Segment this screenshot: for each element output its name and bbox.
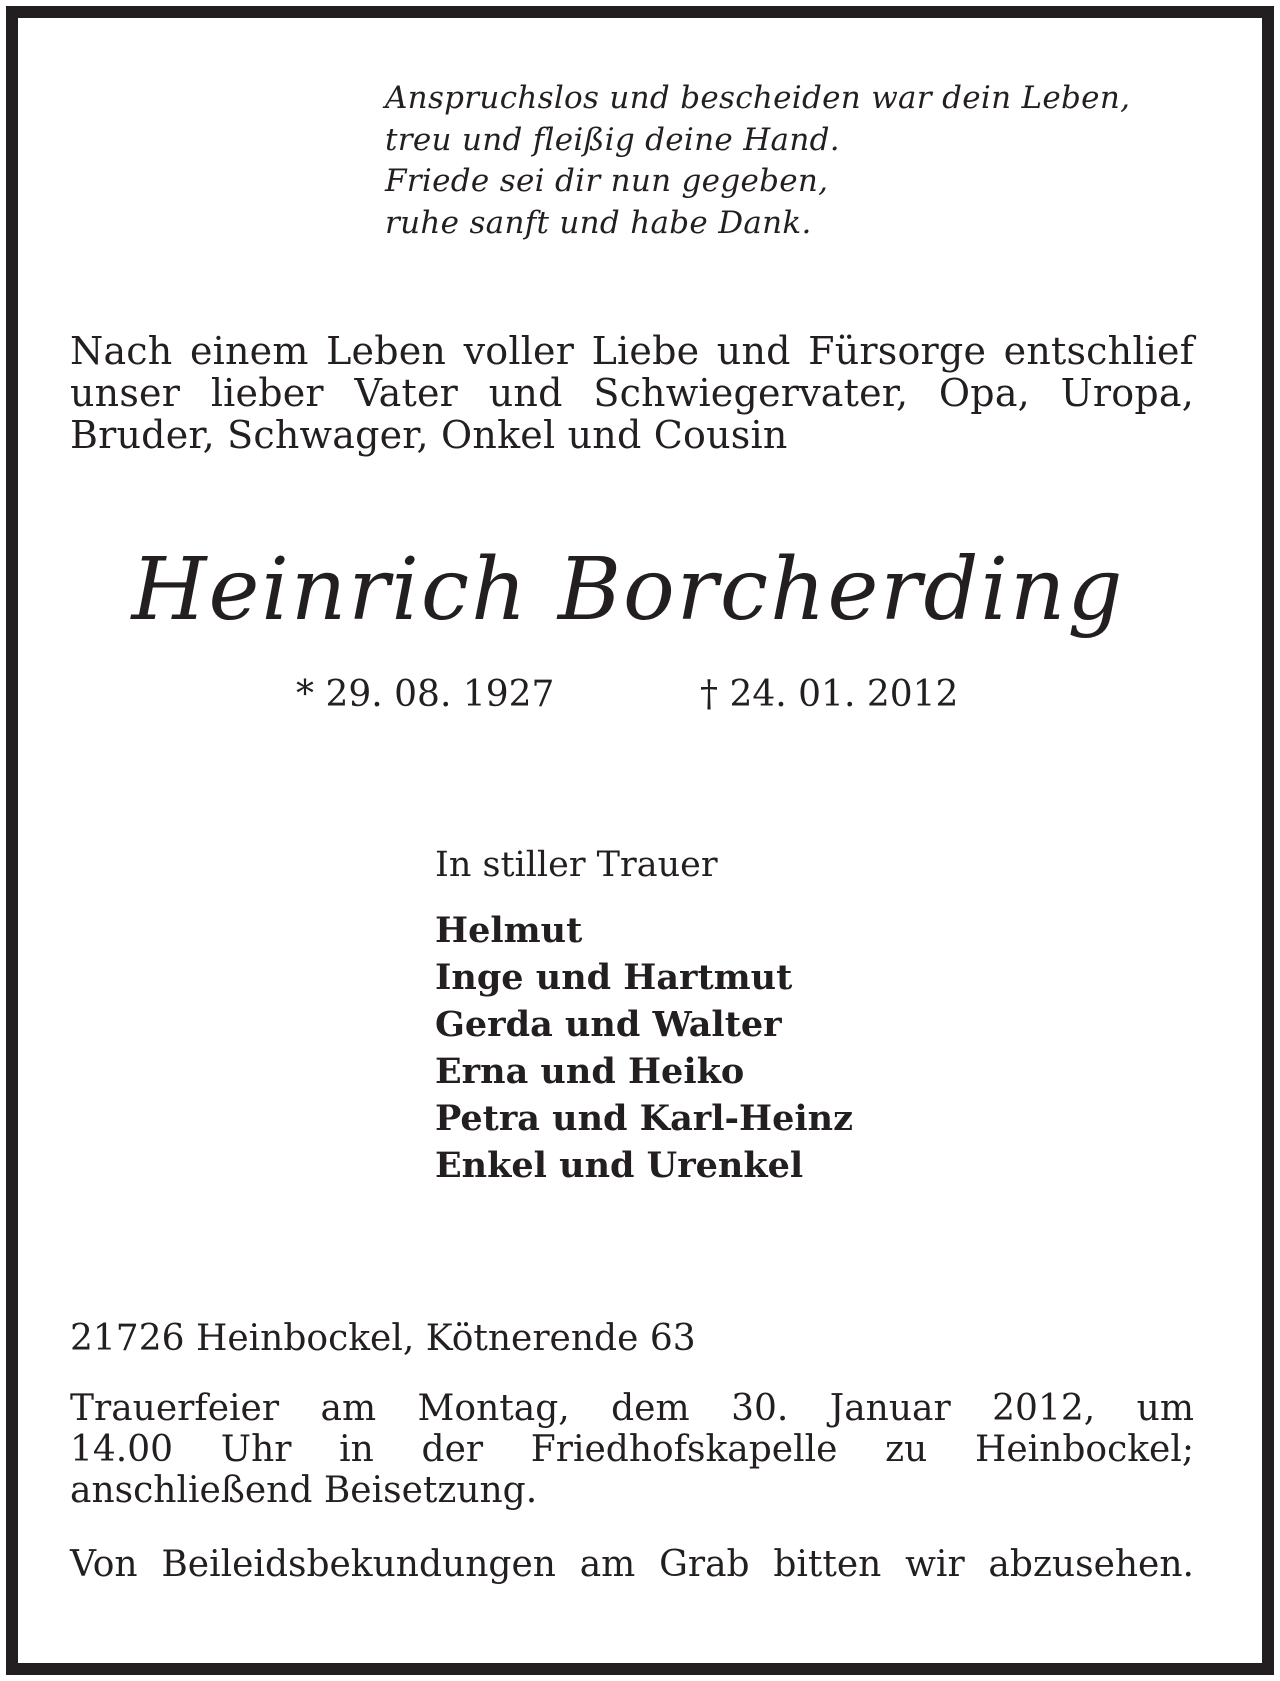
mourners-list xyxy=(435,907,853,1189)
mourner-name: Enkel und Urenkel xyxy=(435,1145,804,1186)
intro-line: Nach einem Leben voller Liebe und Fürsorge entschlief xyxy=(70,329,1194,373)
death-date: † 24. 01. 2012 xyxy=(700,674,959,715)
mourner-name: Gerda und Walter xyxy=(435,1004,782,1045)
mourner-name: Helmut xyxy=(435,910,583,951)
birth-date: * 29. 08. 1927 xyxy=(296,674,555,715)
funeral-line: 14.00 Uhr in der Friedhofskapelle zu Heinbockel; xyxy=(70,1429,1194,1470)
deceased-name: Heinrich Borcherding xyxy=(131,540,1125,640)
mourner-name: Inge und Hartmut xyxy=(435,957,793,998)
mourner-name: Petra und Karl-Heinz xyxy=(435,1098,853,1139)
funeral-line: anschließend Beisetzung. xyxy=(70,1470,538,1511)
poem xyxy=(385,78,1205,244)
funeral-info xyxy=(70,1388,1194,1511)
closing-note: Von Beileidsbekundungen am Grab bitten wir abzusehen. xyxy=(70,1544,1194,1585)
poem-line: treu und fleißig deine Hand. xyxy=(385,121,840,158)
mourner-name: Erna und Heiko xyxy=(435,1051,745,1092)
intro-line: Bruder, Schwager, Onkel und Cousin xyxy=(70,413,788,457)
funeral-line: Trauerfeier am Montag, dem 30. Januar 2012, um xyxy=(70,1388,1194,1429)
poem-line: Anspruchslos und bescheiden war dein Leben, xyxy=(385,80,1131,116)
intro-text xyxy=(70,330,1194,456)
poem-line: ruhe sanft und habe Dank. xyxy=(385,204,812,241)
mourning-title: In stiller Trauer xyxy=(435,845,718,885)
address: 21726 Heinbockel, Kötnerende 63 xyxy=(70,1318,696,1359)
intro-line: unser lieber Vater und Schwiegervater, Opa, Uropa, xyxy=(70,371,1194,415)
poem-line: Friede sei dir nun gegeben, xyxy=(385,163,829,199)
